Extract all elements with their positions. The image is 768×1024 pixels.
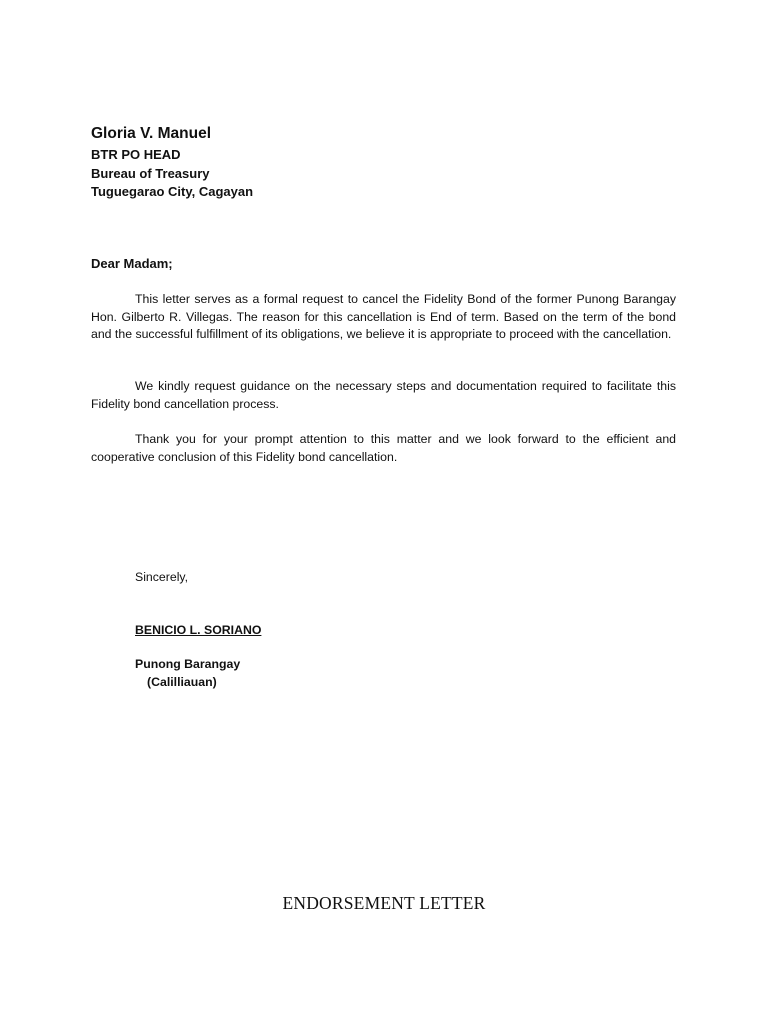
closing: Sincerely, xyxy=(135,570,189,584)
signer-title: Punong Barangay xyxy=(135,657,241,671)
recipient-address: Tuguegarao City, Cagayan xyxy=(91,184,254,199)
body-paragraph-request: This letter serves as a formal request to cancel the Fidelity Bond of the former Punong Barangay Hon. Gilberto R. Villegas. The reason for this cancellation is End of term. Based on the term of the bond and the successful fulfillment of its obligations, we believe it is appropriate to proceed with the cancellation. xyxy=(91,292,676,341)
recipient-name: Gloria V. Manuel xyxy=(91,125,212,142)
signer-barangay: (Calilliauan) xyxy=(147,675,217,689)
recipient-office: Bureau of Treasury xyxy=(91,165,210,181)
salutation: Dear Madam; xyxy=(91,256,173,271)
body-paragraph-guidance: We kindly request guidance on the necessary steps and documentation required to facilitate this Fidelity bond cancellation process. xyxy=(91,379,676,411)
signer-name: BENICIO L. SORIANO xyxy=(135,623,262,637)
recipient-block xyxy=(91,124,691,202)
document-heading xyxy=(0,892,768,914)
body-paragraph-thanks: Thank you for your prompt attention to this matter and we look forward to the efficient and cooperative conclusion of this Fidelity bond cancellation. xyxy=(91,432,676,464)
recipient-position: BTR PO HEAD xyxy=(91,147,181,162)
document-heading-text: ENDORSEMENT LETTER xyxy=(282,893,486,913)
